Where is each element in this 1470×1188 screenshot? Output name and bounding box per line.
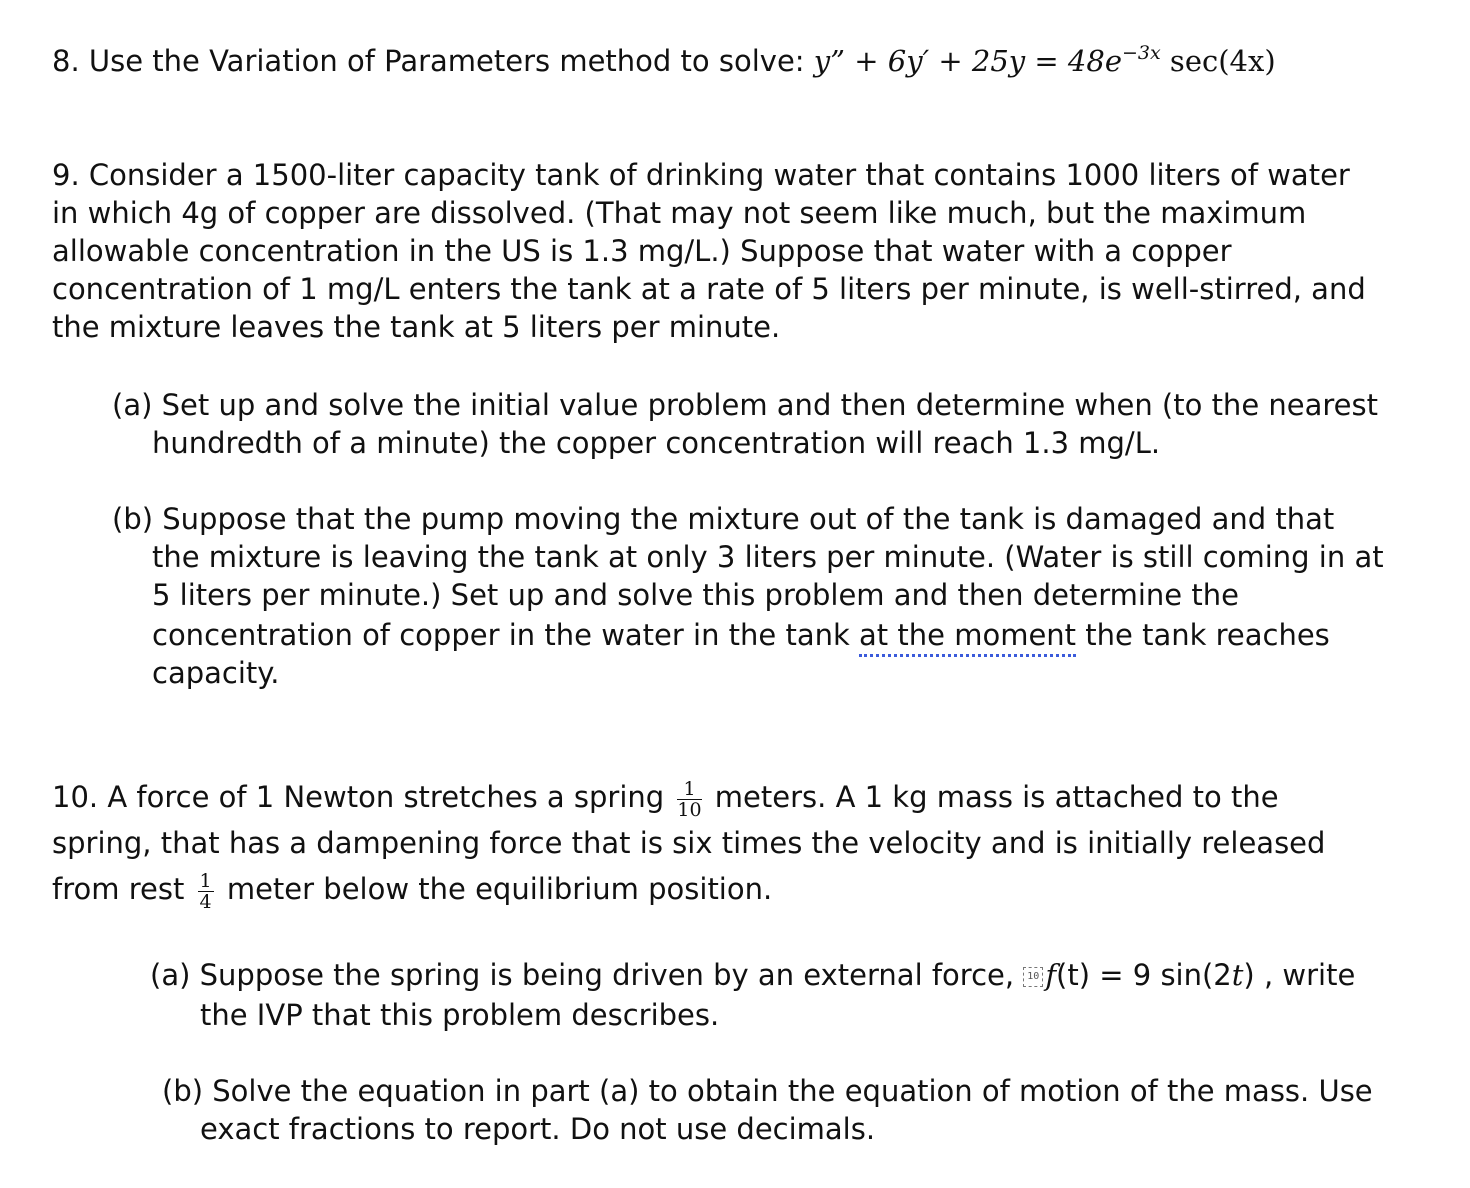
q9b-line-1: (b) Suppose that the pump moving the mixture out of the tank is damaged and that	[112, 502, 1335, 536]
q10-line-1	[52, 778, 1279, 820]
q9-line-3: allowable concentration in the US is 1.3 mg/L.) Suppose that water with a copper	[52, 234, 1232, 268]
q9b-line-4-pre: concentration of copper in the water in the tank	[152, 618, 860, 652]
q8-equation-rhs: sec(4x)	[1160, 44, 1276, 78]
frac-denominator: 4	[199, 890, 212, 913]
q10a-line-2: the IVP that this problem describes.	[200, 998, 720, 1032]
q10-line-3-post: meter below the equilibrium position.	[217, 872, 773, 906]
q8-equation-lhs: y” + 6y′ + 25y = 48e	[813, 44, 1122, 78]
q8-equation-exponent: −3x	[1121, 42, 1161, 64]
q9a-line-2: hundredth of a minute) the copper concentration will reach 1.3 mg/L.	[152, 426, 1161, 460]
frac-numerator: 1	[199, 869, 212, 892]
q10a-post: ) , write	[1243, 958, 1356, 992]
frac-denominator: 10	[677, 798, 702, 821]
q10b-line-1: (b) Solve the equation in part (a) to obtain the equation of motion of the mass. Use	[162, 1074, 1373, 1108]
q9-line-4: concentration of 1 mg/L enters the tank at a rate of 5 liters per minute, is well-stirred, and	[52, 272, 1366, 306]
q10-fraction-one-quarter	[198, 871, 214, 912]
q10a-equation: (t) = 9 sin(2	[1056, 958, 1232, 992]
q10a-pre: (a) Suppose the spring is being driven by an external force,	[150, 958, 1024, 992]
q8-text: 8. Use the Variation of Parameters method to solve:	[52, 44, 814, 78]
q10a-function: f	[1045, 958, 1057, 992]
q9b-line-4-post: the tank reaches	[1076, 618, 1330, 652]
missing-glyph-icon: 10	[1023, 967, 1043, 987]
q10a-line-1	[150, 956, 1355, 994]
q9b-line-4	[152, 616, 1330, 654]
q9-line-2: in which 4g of copper are dissolved. (That may not seem like much, but the maximum	[52, 196, 1307, 230]
q9-line-1: 9. Consider a 1500-liter capacity tank of drinking water that contains 1000 liters of water	[52, 158, 1350, 192]
q9b-line-3: 5 liters per minute.) Set up and solve this problem and then determine the	[152, 578, 1239, 612]
q10-line-3	[52, 870, 772, 912]
q10-line-1-post: meters. A 1 kg mass is attached to the	[705, 780, 1279, 814]
q9a-line-1: (a) Set up and solve the initial value problem and then determine when (to the nearest	[112, 388, 1378, 422]
q9b-line-2: the mixture is leaving the tank at only 3 liters per minute. (Water is still coming in at	[152, 540, 1384, 574]
q10-line-1-pre: 10. A force of 1 Newton stretches a spring	[52, 780, 674, 814]
q10b-line-2: exact fractions to report. Do not use decimals.	[200, 1112, 876, 1146]
q10-fraction-one-tenth	[677, 779, 701, 820]
frac-numerator: 1	[677, 779, 701, 800]
q9b-line-5: capacity.	[152, 656, 280, 690]
q10a-variable-t: t	[1231, 958, 1244, 992]
q10-line-3-pre: from rest	[52, 872, 194, 906]
q8-line	[52, 42, 1276, 84]
q9-line-5: the mixture leaves the tank at 5 liters per minute.	[52, 310, 781, 344]
q10-line-2: spring, that has a dampening force that is six times the velocity and is initially released	[52, 826, 1326, 860]
q9b-underlined-phrase: at the moment	[859, 618, 1076, 657]
